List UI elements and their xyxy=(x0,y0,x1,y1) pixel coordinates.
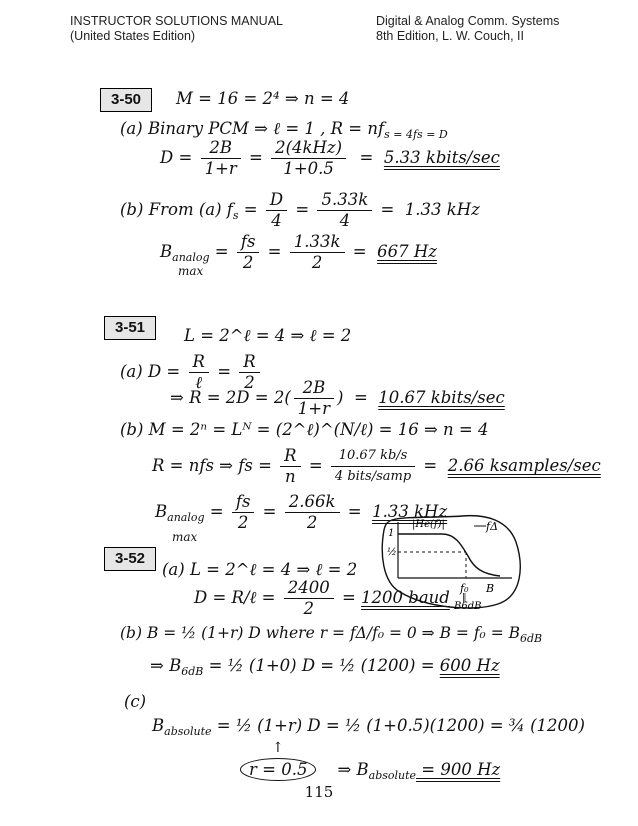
p350-banalog-frac1 xyxy=(237,232,260,273)
frac-num: 2B xyxy=(201,138,241,159)
p352-b-line2 xyxy=(150,656,500,678)
p350-b-frac1 xyxy=(266,190,287,231)
p350-banalog-eq: $B_{analog}$ = $\frac{fs}{2}$ = $\frac{1.33k}{2}$ = 667 Hz xyxy=(160,232,437,272)
p350-banalog-sub: analog xyxy=(172,251,210,264)
sketch-label-he: |He(f)| xyxy=(412,519,445,530)
p352-line2: D = R/ℓ = $\frac{2400}{2}$ = 1200 baud xyxy=(194,578,450,618)
p350-line2-b: s = 4f xyxy=(384,128,418,141)
p352-line2-frac xyxy=(284,578,334,619)
p350-line2-c: s = D xyxy=(417,128,448,141)
sketch-label-b6db: B6dB xyxy=(454,601,482,612)
frac-num: 2(4kHz) xyxy=(271,138,346,159)
sketch-label-f0: f₀ xyxy=(460,582,469,595)
sketch-label-1: 1 xyxy=(388,528,395,539)
frac-den: 4 xyxy=(271,211,282,230)
p350-frac2 xyxy=(271,138,346,179)
p352-b1-sub: 6dB xyxy=(520,632,543,645)
p350-d-eq: D = $\frac{2B}{1+r}$ = $\frac{\text{2(4kHz)}}{1+0.5}$ = 5.33 kbits/sec xyxy=(160,138,500,178)
frac-num: R xyxy=(239,352,259,373)
frac-den: 2 xyxy=(306,513,318,532)
p351-a2-eq: ⇒ R = 2D = 2( $\frac{2B}{1+r}$ ) = 10.67 kbits/sec xyxy=(170,378,505,418)
frac-num: 5.33k xyxy=(317,190,372,211)
p352-c-label: (c) xyxy=(124,692,147,711)
p352-r-circled: r = 0.5 xyxy=(240,758,316,781)
frac-num: 2.66k xyxy=(285,492,340,513)
problem-number: 3-51 xyxy=(114,319,146,336)
p352-line2-answer: 1200 baud xyxy=(361,588,450,607)
p352-b-line1 xyxy=(120,624,542,645)
p352-c2-lhs: ⇒ B xyxy=(337,760,369,779)
p352-up-arrow: ↑ xyxy=(272,740,284,756)
sketch-curve xyxy=(398,534,500,576)
problem-3-51-label xyxy=(104,316,156,340)
header-manual-title: INSTRUCTOR SOLUTIONS MANUAL xyxy=(70,14,283,28)
p352-c-line2 xyxy=(240,760,500,782)
frac-den: 2 xyxy=(311,253,323,272)
p350-d-answer: 5.33 kbits/sec xyxy=(383,148,500,167)
p350-line1: M = 16 = 2⁴ ⇒ n = 4 xyxy=(176,89,350,108)
sketch-label-ll: ‖ xyxy=(462,593,467,603)
p352-b2-rest: = ½ (1+0) D = ½ (1200) = xyxy=(203,656,440,675)
frac-den: 4 bits/samp xyxy=(334,469,412,484)
frac-den: 4 xyxy=(339,211,351,230)
p352-b2-answer: 600 Hz xyxy=(439,656,500,675)
p352-c1-rest: = ½ (1+r) D = ½ (1+0.5)(1200) = ¾ (1200) xyxy=(211,716,585,735)
p351-a2-answer: 10.67 kbits/sec xyxy=(378,388,505,407)
p350-banalog-frac2 xyxy=(290,232,345,273)
p350-max-label: max xyxy=(178,264,204,278)
p351-c-frac1 xyxy=(280,446,300,487)
p352-b2-lhs: ⇒ B xyxy=(150,656,182,675)
header-book-edition: 8th Edition, L. W. Couch, II xyxy=(376,29,524,43)
p351-a-equals: = xyxy=(217,362,232,381)
p352-c-line1 xyxy=(152,716,585,738)
p351-c-equals: = xyxy=(308,456,323,475)
frac-num: R xyxy=(280,446,300,467)
p350-frac1 xyxy=(201,138,241,179)
p351-a-lhs: (a) D = xyxy=(120,362,181,381)
p351-line1: L = 2^ℓ = 4 ⇒ ℓ = 2 xyxy=(184,326,352,345)
frac-num: fs xyxy=(237,232,260,253)
frac-num: 10.67 kb/s xyxy=(331,446,415,467)
p351-c-lhs: R = nfs ⇒ fs = xyxy=(152,456,272,475)
frac-den: 2 xyxy=(303,599,314,618)
p351-banalog-sub: analog xyxy=(167,511,205,524)
header-edition: (United States Edition) xyxy=(70,29,196,43)
header-book-title: Digital & Analog Comm. Systems xyxy=(376,14,560,28)
header-left xyxy=(70,14,283,44)
sketch-label-half: ½ xyxy=(387,547,397,558)
frac-num: R xyxy=(189,352,209,373)
p351-a2-frac xyxy=(294,378,334,419)
problem-number: 3-50 xyxy=(110,91,142,108)
p351-c-frac2 xyxy=(331,446,415,487)
p350-b-answer: 1.33 kHz xyxy=(404,200,480,219)
p351-banalog-frac1 xyxy=(232,492,255,533)
p351-c-eq: R = nfs ⇒ fs = $\frac{R}{n}$ = $\frac{10.67 kb/s}{\text{4 bits/samp}}$ = 2.66 ksamples/sec xyxy=(152,446,601,486)
p350-b-eq: (b) From (a) $f_s$ = $\frac{D}{4}$ = $\frac{5.33k}{4}$ = 1.33 kHz xyxy=(120,190,480,230)
p351-banalog-B: B xyxy=(155,502,168,521)
p351-c-answer: 2.66 ksamples/sec xyxy=(447,456,601,475)
frac-den: 1+r xyxy=(204,159,237,178)
p351-banalog-eq: $B_{analog}$ = $\frac{fs}{2}$ = $\frac{2.66k}{2}$ = 1.33 kHz xyxy=(155,492,448,532)
page-number: 115 xyxy=(304,783,334,801)
p352-c2-sub: absolute xyxy=(368,769,417,782)
p350-b-frac2 xyxy=(317,190,372,231)
p352-line1: (a) L = 2^ℓ = 4 ⇒ ℓ = 2 xyxy=(162,560,358,579)
frac-num: 1.33k xyxy=(290,232,345,253)
p352-b1-text: (b) B = ½ (1+r) D where r = fΔ/f₀ = 0 ⇒ B = f₀ = B xyxy=(120,624,521,642)
p351-b-line: (b) M = 2ⁿ = Lᴺ = (2^ℓ)^(N/ℓ) = 16 ⇒ n = 4 xyxy=(120,420,489,439)
problem-3-50-label xyxy=(100,88,152,112)
p350-line2-a: (a) Binary PCM ⇒ ℓ = 1 , R = nf xyxy=(120,119,385,138)
frac-den: 2 xyxy=(244,373,255,392)
frac-den: n xyxy=(285,467,296,486)
frac-den: ℓ xyxy=(195,373,203,392)
p351-max-label: max xyxy=(172,530,198,544)
p352-b2-sub: 6dB xyxy=(181,665,204,678)
header-right xyxy=(376,14,559,44)
p350-b-lhs: (b) From (a) f xyxy=(120,200,233,219)
frac-den: 2 xyxy=(242,253,254,272)
frac-num: 2400 xyxy=(284,578,334,599)
sketch-label-B: B xyxy=(486,582,495,595)
p350-b-sub: s xyxy=(232,209,239,222)
p352-line2-lhs: D = R/ℓ = xyxy=(194,588,276,607)
p352-c1-B: B xyxy=(152,716,165,735)
p351-banalog-frac2 xyxy=(285,492,340,533)
frac-den: 2 xyxy=(237,513,249,532)
problem-number: 3-52 xyxy=(114,550,146,567)
frac-num: 2B xyxy=(294,378,334,399)
frac-den: 1+r xyxy=(297,399,331,418)
p351-banalog-answer: 1.33 kHz xyxy=(372,502,448,521)
p352-c2-answer: = 900 Hz xyxy=(416,760,501,779)
frac-num: fs xyxy=(232,492,255,513)
p352-c1-sub: absolute xyxy=(164,725,212,738)
frac-num: D xyxy=(266,190,287,211)
p350-banalog-answer: 667 Hz xyxy=(377,242,437,261)
frac-den: 1+0.5 xyxy=(283,159,334,178)
p351-a2-lhs: ⇒ R = 2D = 2 xyxy=(170,388,285,407)
problem-3-52-label xyxy=(104,547,156,571)
p350-d-lhs: D = xyxy=(160,148,193,167)
p350-banalog-B: B xyxy=(160,242,173,261)
sketch-label-fd: fΔ xyxy=(486,520,499,533)
